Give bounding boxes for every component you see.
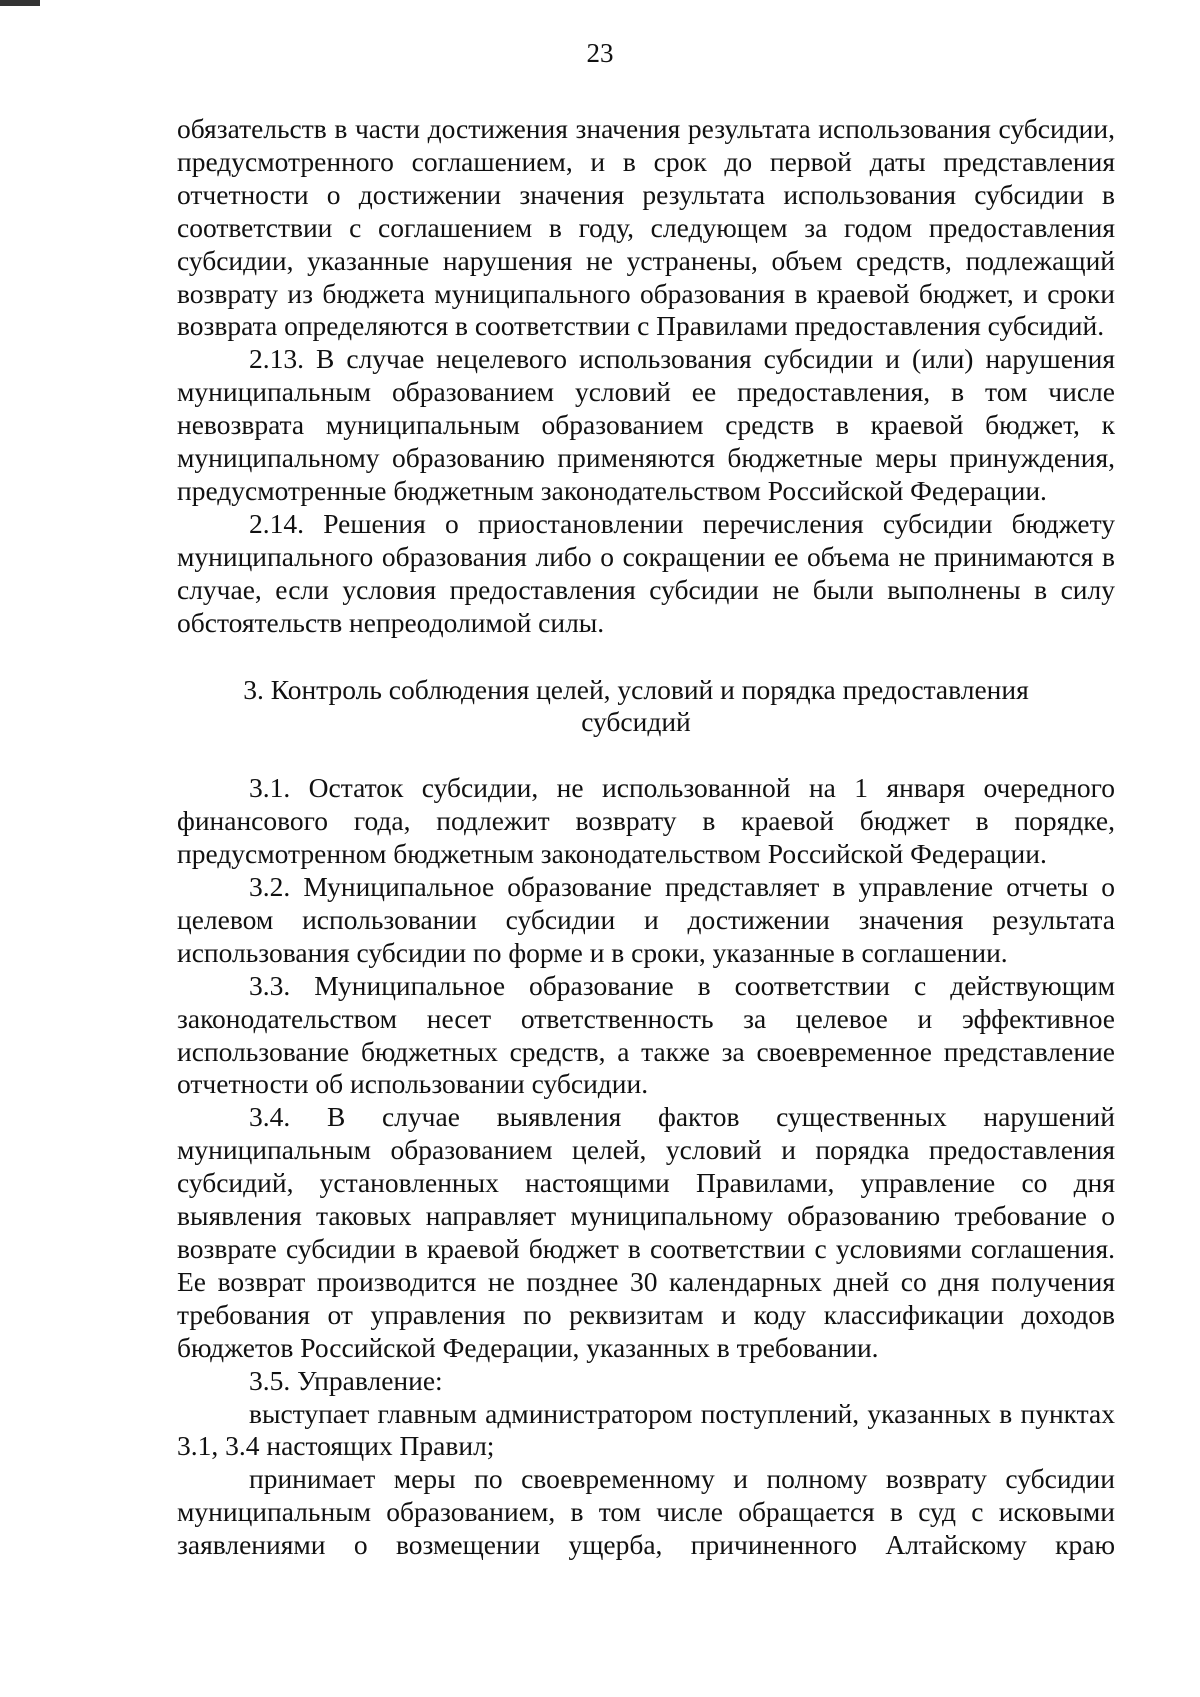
paragraph-3-2: 3.2. Муниципальное образование представляет в управление отчеты о целевом использовании субсидии и достижении значения результата использования субсидии по форме и в сроки, указанные в соглашении. [177,871,1115,968]
paragraph-3-5-item-1: выступает главным администратором поступлений, указанных в пунктах 3.1, 3.4 настоящих Правил; [177,1397,1115,1462]
paragraph-2-13: 2.13. В случае нецелевого использования субсидии и (или) нарушения муниципальным образованием условий ее предоставления, в том числе невозврата муниципальным образованием средств в краевой бюджет, к муниципальному образованию применяются бюджетные меры принуждения, предусмотренные бюджетным законодательством Российской Федерации. [177,343,1115,506]
paragraph-continuation: обязательств в части достижения значения результата использования субсидии, предусмотренного соглашением, и в срок до первой даты представления отчетности о достижении значения результата использования субсидии в соответствии с соглашением в году, следующем за годом предоставления субсидии, указанные нарушения не устранены, объем средств, подлежащий возврату из бюджета муниципального образования в краевой бюджет, и сроки возврата определяются в соответствии с Правилами предоставления субсидий. [177,113,1115,342]
paragraph-2-14: 2.14. Решения о приостановлении перечисления субсидии бюджету муниципального образования либо о сокращении ее объема не принимаются в случае, если условия предоставления субсидии не были выполнены в силу обстоятельств непреодолимой силы. [177,507,1115,638]
paragraph-3-4: 3.4. В случае выявления фактов существенных нарушений муниципальным образованием целей, условий и порядка предоставления субсидий, установленных настоящими Правилами, управление со дня выявления таковых направляет муниципальному образованию требование о возврате субсидии в краевой бюджет в соответствии с условиями соглашения. Ее возврат производится не позднее 30 календарных дней со дня получения требования от управления по реквизитам и коду классификации доходов бюджетов Российской Федерации, указанных в требовании. [177,1101,1115,1363]
section-3-heading: 3. Контроль соблюдения целей, условий и порядка предоставления субсидий [243,673,1029,738]
paragraph-3-1: 3.1. Остаток субсидии, не использованной на 1 января очередного финансового года, подлежит возврату в краевой бюджет в порядке, предусмотренном бюджетным законодательством Российской Федерации. [177,772,1115,870]
paragraph-3-5: 3.5. Управление: [249,1364,443,1396]
paragraph-3-5-item-2: принимает меры по своевременному и полному возврату субсидии муниципальным образованием, в том числе обращается в суд с исковыми заявлениями о возмещении ущерба, причиненного Алтайскому краю [177,1463,1115,1561]
scan-edge-mark [0,0,40,6]
page-number: 23 [586,38,614,68]
paragraph-3-3: 3.3. Муниципальное образование в соответствии с действующим законодательством несет ответственность за целевое и эффективное использование бюджетных средств, а также за своевременное представление отчетности об использовании субсидии. [177,969,1115,1100]
document-body [177,113,1115,1562]
